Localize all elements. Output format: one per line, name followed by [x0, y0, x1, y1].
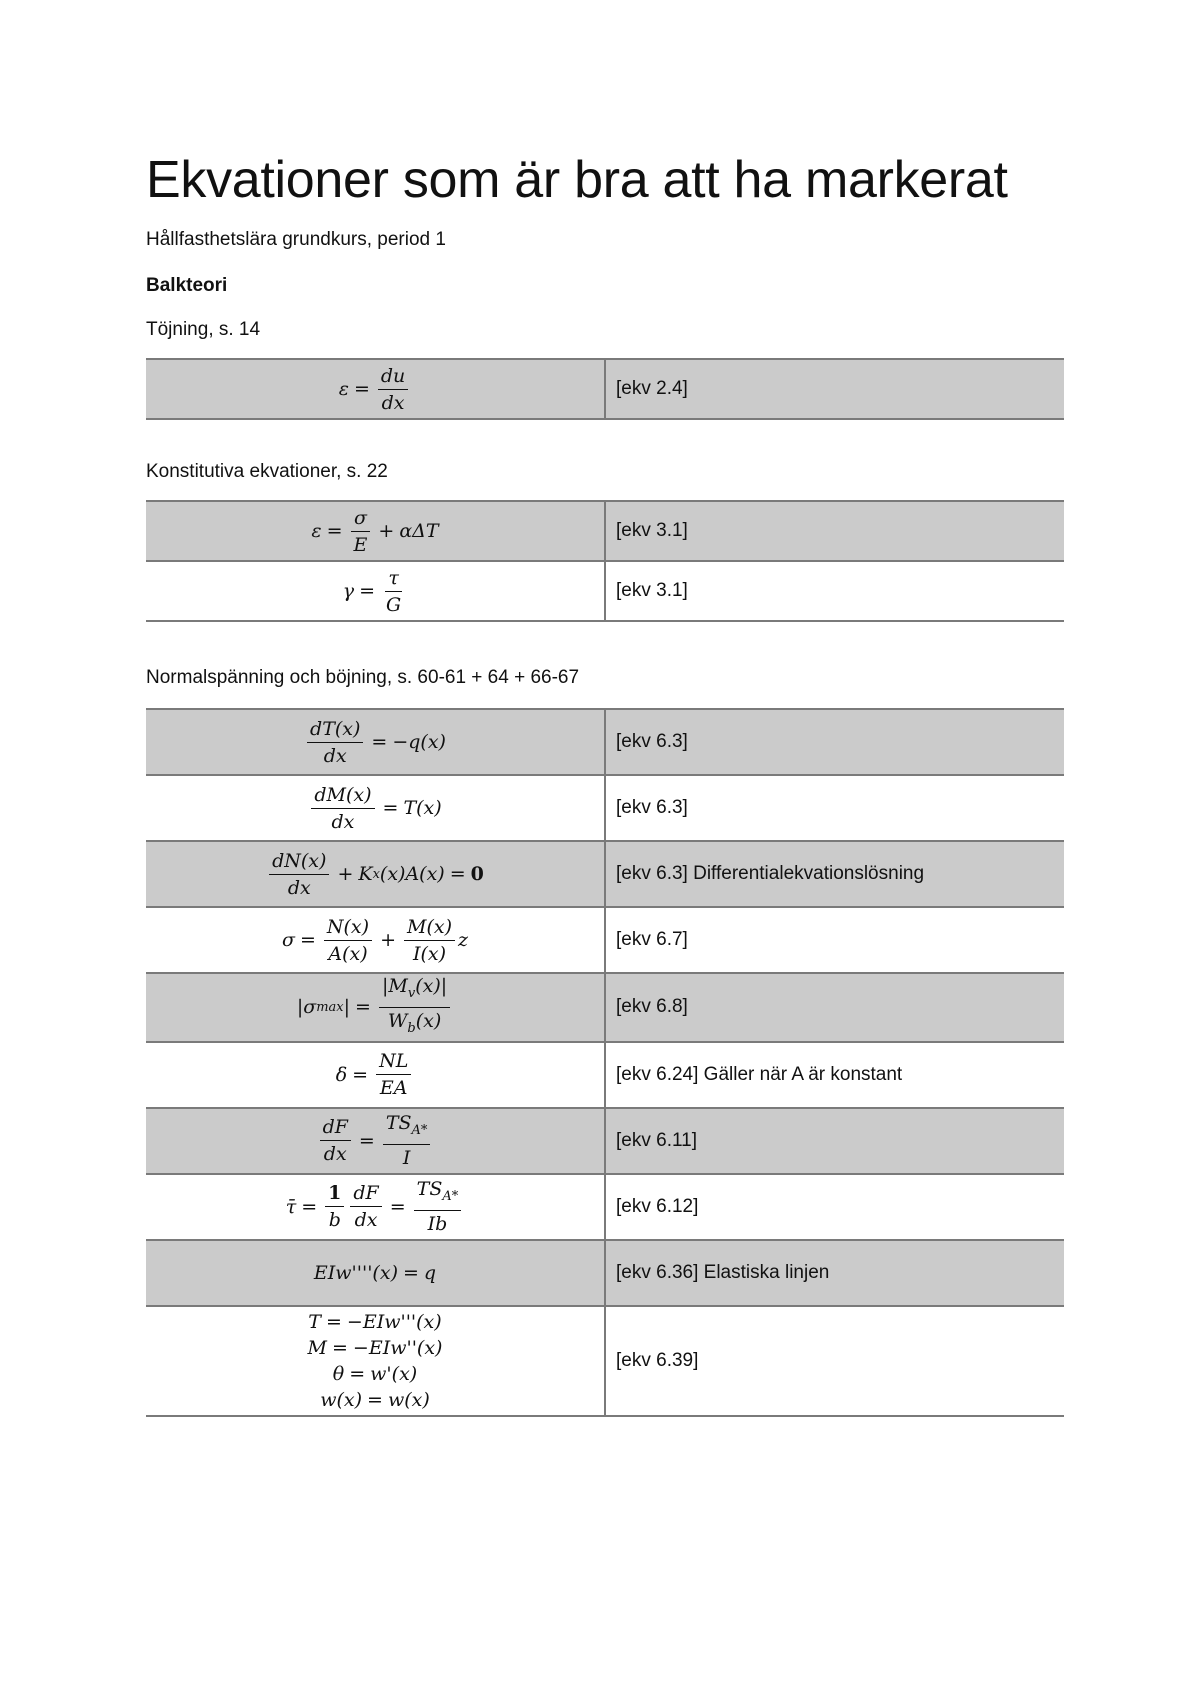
equation-cell — [146, 907, 605, 973]
equation-label: [ekv 2.4] — [605, 359, 1064, 419]
equation-line: M = −EIw''(x) — [307, 1336, 443, 1359]
equation-label: [ekv 6.39] — [605, 1306, 1064, 1416]
equation-label: [ekv 6.8] — [605, 973, 1064, 1042]
equation-label: [ekv 6.36] Elastiska linjen — [605, 1240, 1064, 1306]
equation-cell — [146, 1306, 605, 1416]
equation-cell — [146, 561, 605, 621]
section-title-normal-stress: Normalspänning och böjning, s. 60-61 + 64 + 66-67 — [146, 667, 580, 688]
equation-label: [ekv 6.3] — [605, 775, 1064, 841]
equation-cell — [146, 709, 605, 775]
section-title-strain: Töjning, s. 14 — [146, 319, 261, 340]
table-row — [146, 1306, 1064, 1416]
equation-elongation: δ = $\frac{NL}{EA}$ — [336, 1049, 415, 1100]
equation-label: [ekv 6.3] Differentialekvationslösning — [605, 841, 1064, 907]
equation-cell — [146, 501, 605, 561]
equation-shear-force: $\frac{dT(x)}{dx}$ = −q(x) — [304, 717, 446, 768]
equation-cell — [146, 841, 605, 907]
equation-cell — [146, 1108, 605, 1174]
equation-label: [ekv 6.11] — [605, 1108, 1064, 1174]
table-row — [146, 841, 1064, 907]
page-subtitle: Hållfasthetslära grundkurs, period 1 — [146, 229, 446, 250]
equation-label: [ekv 6.3] — [605, 709, 1064, 775]
table-row — [146, 359, 1064, 419]
equation-max-stress: |σ max | = $\frac{|M_v(x)|}{W_b(x)}$ — [297, 974, 453, 1041]
page-title: Ekvationer som är bra att ha markerat — [146, 151, 1008, 209]
table-row — [146, 709, 1064, 775]
equation-table-constitutive — [146, 500, 1064, 622]
section-title-constitutive: Konstitutiva ekvationer, s. 22 — [146, 461, 388, 482]
table-row — [146, 501, 1064, 561]
equation-normal-force: $\frac{dN(x)}{dx}$ + K x (x)A(x) = 0 — [266, 849, 484, 900]
equation-shear-flow: $\frac{dF}{dx}$ = $\frac{TS_{A*}}{I}$ — [317, 1111, 434, 1170]
equation-mean-shear-stress: τ̄ = $\frac{1}{b}$ $\frac{dF}{dx}$ = $\frac{TS_{A*}}{Ib}$ — [286, 1177, 465, 1236]
table-row — [146, 1108, 1064, 1174]
section-heading: Balkteori — [146, 275, 228, 296]
table-row — [146, 1174, 1064, 1240]
equation-label: [ekv 6.12] — [605, 1174, 1064, 1240]
table-row — [146, 775, 1064, 841]
equation-line: T = −EIw'''(x) — [308, 1310, 442, 1333]
equation-elastic-line: EIw''''(x) = q — [313, 1261, 437, 1284]
equation-table-strain — [146, 358, 1064, 420]
equation-moment: $\frac{dM(x)}{dx}$ = T(x) — [308, 783, 441, 834]
document-page — [146, 150, 1064, 1417]
equation-cell — [146, 1174, 605, 1240]
equation-line: θ = w'(x) — [332, 1362, 418, 1385]
equation-line: w(x) = w(x) — [320, 1388, 430, 1411]
equation-cell — [146, 1042, 605, 1108]
equation-beam-relations — [308, 1309, 443, 1413]
equation-label: [ekv 3.1] — [605, 561, 1064, 621]
table-row — [146, 1240, 1064, 1306]
equation-normal-stress: σ = $\frac{N(x)}{A(x)}$ + $\frac{M(x)}{I(x)}$ z — [281, 915, 468, 965]
equation-hooke-thermal: ε = $\frac{\sigma}{E}$ + αΔT — [311, 506, 439, 556]
equation-cell — [146, 1240, 605, 1306]
table-row — [146, 1042, 1064, 1108]
equation-table-normal-stress — [146, 708, 1064, 1417]
equation-cell — [146, 775, 605, 841]
equation-label: [ekv 6.7] — [605, 907, 1064, 973]
equation-label: [ekv 6.24] Gäller när A är konstant — [605, 1042, 1064, 1108]
table-row — [146, 973, 1064, 1042]
equation-label: [ekv 3.1] — [605, 501, 1064, 561]
equation-strain: ε = $\frac{du}{dx}$ — [339, 364, 412, 415]
equation-cell — [146, 973, 605, 1042]
table-row — [146, 907, 1064, 973]
table-row — [146, 561, 1064, 621]
equation-shear-strain: γ = $\frac{\tau}{G}$ — [342, 566, 402, 616]
equation-cell — [146, 359, 605, 419]
